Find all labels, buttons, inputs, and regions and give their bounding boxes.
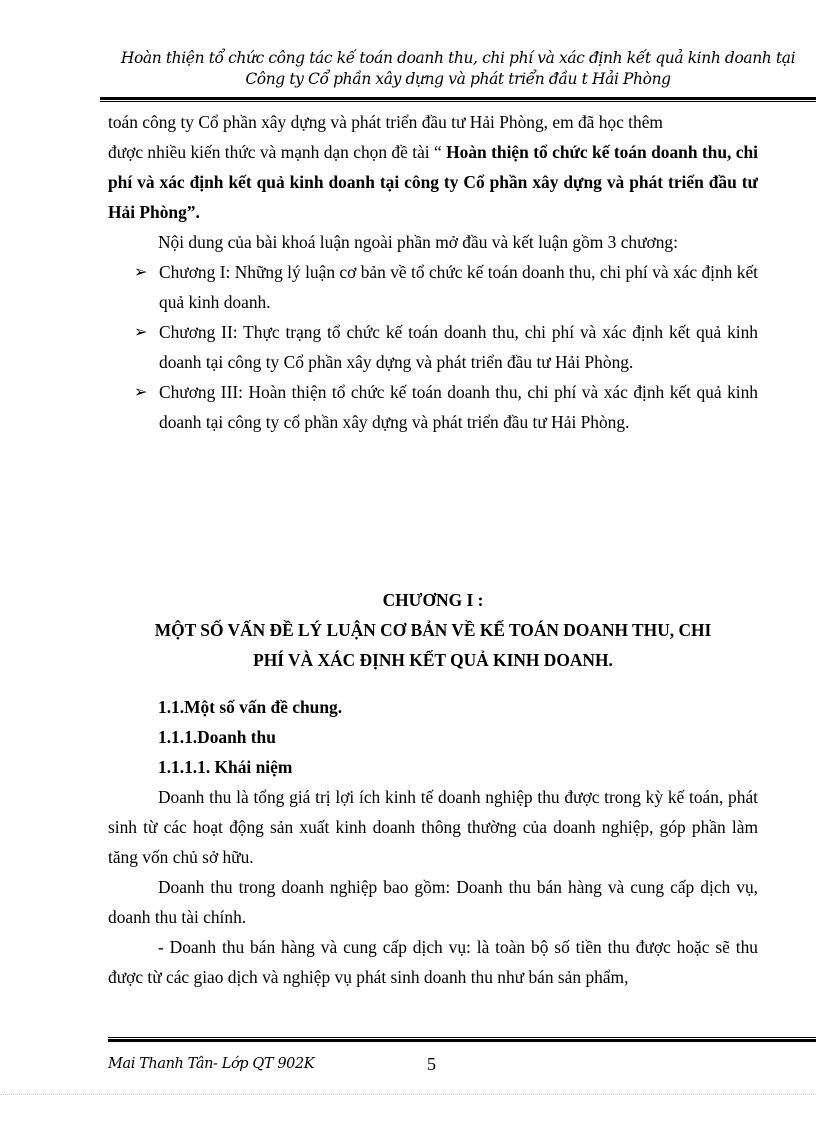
footer-author: Mai Thanh Tân- Lớp QT 902K xyxy=(108,1056,315,1072)
section-heading: 1.1.Một số vấn đề chung. xyxy=(158,697,343,717)
intro-line-1: toán công ty Cổ phần xây dựng và phát triển đầu tư Hải Phòng, em đã học thêm xyxy=(108,112,663,132)
chapter-body xyxy=(108,692,758,992)
chapter-list xyxy=(108,257,758,437)
page-boundary xyxy=(0,1094,816,1095)
page-number: 5 xyxy=(427,1054,436,1074)
chapter-label: CHƯƠNG I : xyxy=(382,590,484,610)
header-line-2: Công ty Cổ phần xây dựng và phát triển đầu t Hải Phòng xyxy=(245,70,671,88)
chapter-heading xyxy=(108,585,758,675)
chapter-list-item xyxy=(108,257,758,317)
content-overview: Nội dung của bài khoá luận ngoài phần mở đầu và kết luận gồm 3 chương: xyxy=(158,232,678,252)
chapter-title-line-2: PHÍ VÀ XÁC ĐỊNH KẾT QUẢ KINH DOANH. xyxy=(253,650,613,670)
paragraph-definition: Doanh thu là tổng giá trị lợi ích kinh tế doanh nghiệp thu được trong kỳ kế toán, phát sinh từ các hoạt động sản xuất kinh doanh thông thường của doanh nghiệp, góp phần làm tăng vốn chủ sở hữu. xyxy=(108,787,758,867)
chapter-list-text: Chương III: Hoàn thiện tổ chức kế toán doanh thu, chi phí và xác định kết quả kinh doanh tại công ty cổ phần xây dựng và phát triển đầu tư Hải Phòng. xyxy=(159,382,758,432)
paragraph-sales-revenue: - Doanh thu bán hàng và cung cấp dịch vụ: là toàn bộ số tiền thu được hoặc sẽ thu được từ các giao dịch và nghiệp vụ phát sinh doanh thu như bán sản phẩm, xyxy=(108,937,758,987)
running-header xyxy=(100,48,816,90)
arrow-bullet-icon: ➢ xyxy=(134,262,148,281)
chapter-list-item xyxy=(108,317,758,377)
subsection-heading: 1.1.1.Doanh thu xyxy=(158,727,276,747)
intro-topic-paragraph xyxy=(108,137,758,227)
paragraph-components: Doanh thu trong doanh nghiệp bao gồm: Doanh thu bán hàng và cung cấp dịch vụ, doanh thu tài chính. xyxy=(108,877,758,927)
intro-line-2: được nhiều kiến thức và mạnh dạn chọn đề tài “ xyxy=(108,142,447,162)
header-rule xyxy=(100,97,816,102)
subsubsection-heading: 1.1.1.1. Khái niệm xyxy=(158,757,293,777)
header-line-1: Hoàn thiện tổ chức công tác kế toán doanh thu, chi phí và xác định kết quả kinh doanh tại xyxy=(120,49,796,67)
arrow-bullet-icon: ➢ xyxy=(134,382,148,401)
footer-rule xyxy=(108,1037,816,1042)
chapter-list-text: Chương II: Thực trạng tổ chức kế toán doanh thu, chi phí và xác định kết quả kinh doanh tại công ty Cổ phần xây dựng và phát triển đầu tư Hải Phòng. xyxy=(159,322,758,372)
intro-section xyxy=(108,107,758,437)
thesis-title: Hoàn thiện tổ chức kế toán doanh thu, chi phí và xác định kết quả kinh doanh tại công ty Cổ phần xây dựng và phát triển đầu tư Hải Phòng”. xyxy=(108,142,758,222)
chapter-list-text: Chương I: Những lý luận cơ bản về tổ chức kế toán doanh thu, chi phí và xác định kết quả kinh doanh. xyxy=(159,262,758,312)
chapter-list-item xyxy=(108,377,758,437)
chapter-title-line-1: MỘT SỐ VẤN ĐỀ LÝ LUẬN CƠ BẢN VỀ KẾ TOÁN DOANH THU, CHI xyxy=(154,620,712,640)
arrow-bullet-icon: ➢ xyxy=(134,322,148,341)
